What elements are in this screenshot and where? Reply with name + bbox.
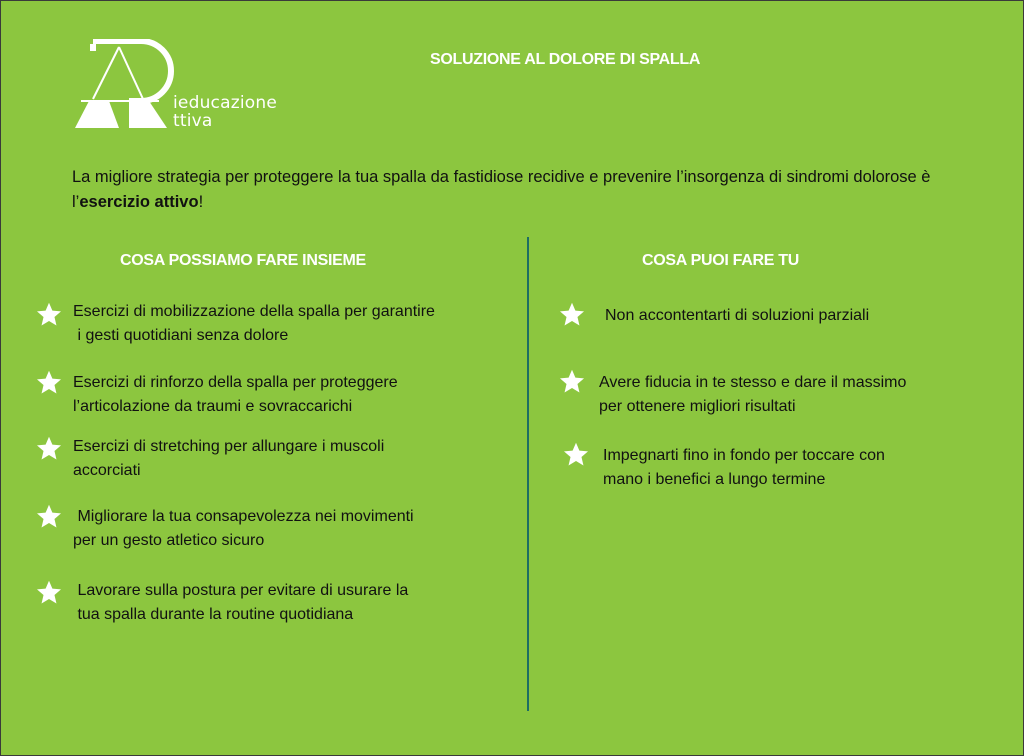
- list-item-line1: Lavorare sulla postura per evitare di usurare la: [73, 582, 409, 599]
- list-item-line1: Avere fiducia in te stesso e dare il massimo: [599, 374, 907, 391]
- star-icon: [558, 301, 586, 329]
- list-item-line2: per ottenere migliori risultati: [599, 398, 796, 415]
- logo: [71, 39, 311, 134]
- list-item-text: [603, 444, 1023, 492]
- list-item-line1: Impegnarti fino in fondo per toccare con: [603, 447, 885, 464]
- list-item-text: [605, 304, 1005, 328]
- star-icon: [562, 441, 590, 469]
- list-item-line2: accorciati: [73, 462, 141, 479]
- list-item-text: [599, 371, 1019, 419]
- right-column-title: COSA PUOI FARE TU: [642, 252, 799, 269]
- star-icon: [35, 579, 63, 607]
- intro-text-end: !: [198, 193, 204, 211]
- list-item-line2: l’articolazione da traumi e sovraccarichi: [73, 398, 353, 415]
- logo-text-line1: ieducazione: [173, 93, 277, 113]
- list-item-line1: Esercizi di stretching per allungare i muscoli: [73, 438, 385, 455]
- list-item-line2: per un gesto atletico sicuro: [73, 532, 265, 549]
- list-item-text: [73, 300, 533, 348]
- left-column-title: COSA POSSIAMO FARE INSIEME: [120, 252, 366, 269]
- list-item-line2: mano i benefici a lungo termine: [603, 471, 826, 488]
- page-title: SOLUZIONE AL DOLORE DI SPALLA: [430, 51, 701, 68]
- logo-text-line2: ttiva: [173, 111, 213, 131]
- star-icon: [35, 301, 63, 329]
- list-item-line1: Esercizi di rinforzo della spalla per proteggere: [73, 374, 398, 391]
- list-item-text: [73, 579, 533, 627]
- list-item-text: [73, 435, 533, 483]
- intro-bold-text: esercizio attivo: [79, 193, 199, 211]
- intro-text: La migliore strategia per proteggere la tua spalla da fastidiose recidive e prevenire l’insorgenza di sindromi dolorose è l’: [72, 168, 931, 211]
- intro-paragraph: [72, 165, 972, 215]
- list-item-line2: tua spalla durante la routine quotidiana: [73, 606, 354, 623]
- star-icon: [35, 503, 63, 531]
- list-item-line2: i gesti quotidiani senza dolore: [73, 327, 289, 344]
- list-item-text: [73, 371, 533, 419]
- star-icon: [558, 368, 586, 396]
- star-icon: [35, 435, 63, 463]
- list-item-line1: Migliorare la tua consapevolezza nei movimenti: [73, 508, 414, 525]
- list-item-line1: Esercizi di mobilizzazione della spalla per garantire: [73, 303, 435, 320]
- list-item-line1: Non accontentarti di soluzioni parziali: [605, 307, 870, 324]
- star-icon: [35, 369, 63, 397]
- list-item-text: [73, 505, 533, 553]
